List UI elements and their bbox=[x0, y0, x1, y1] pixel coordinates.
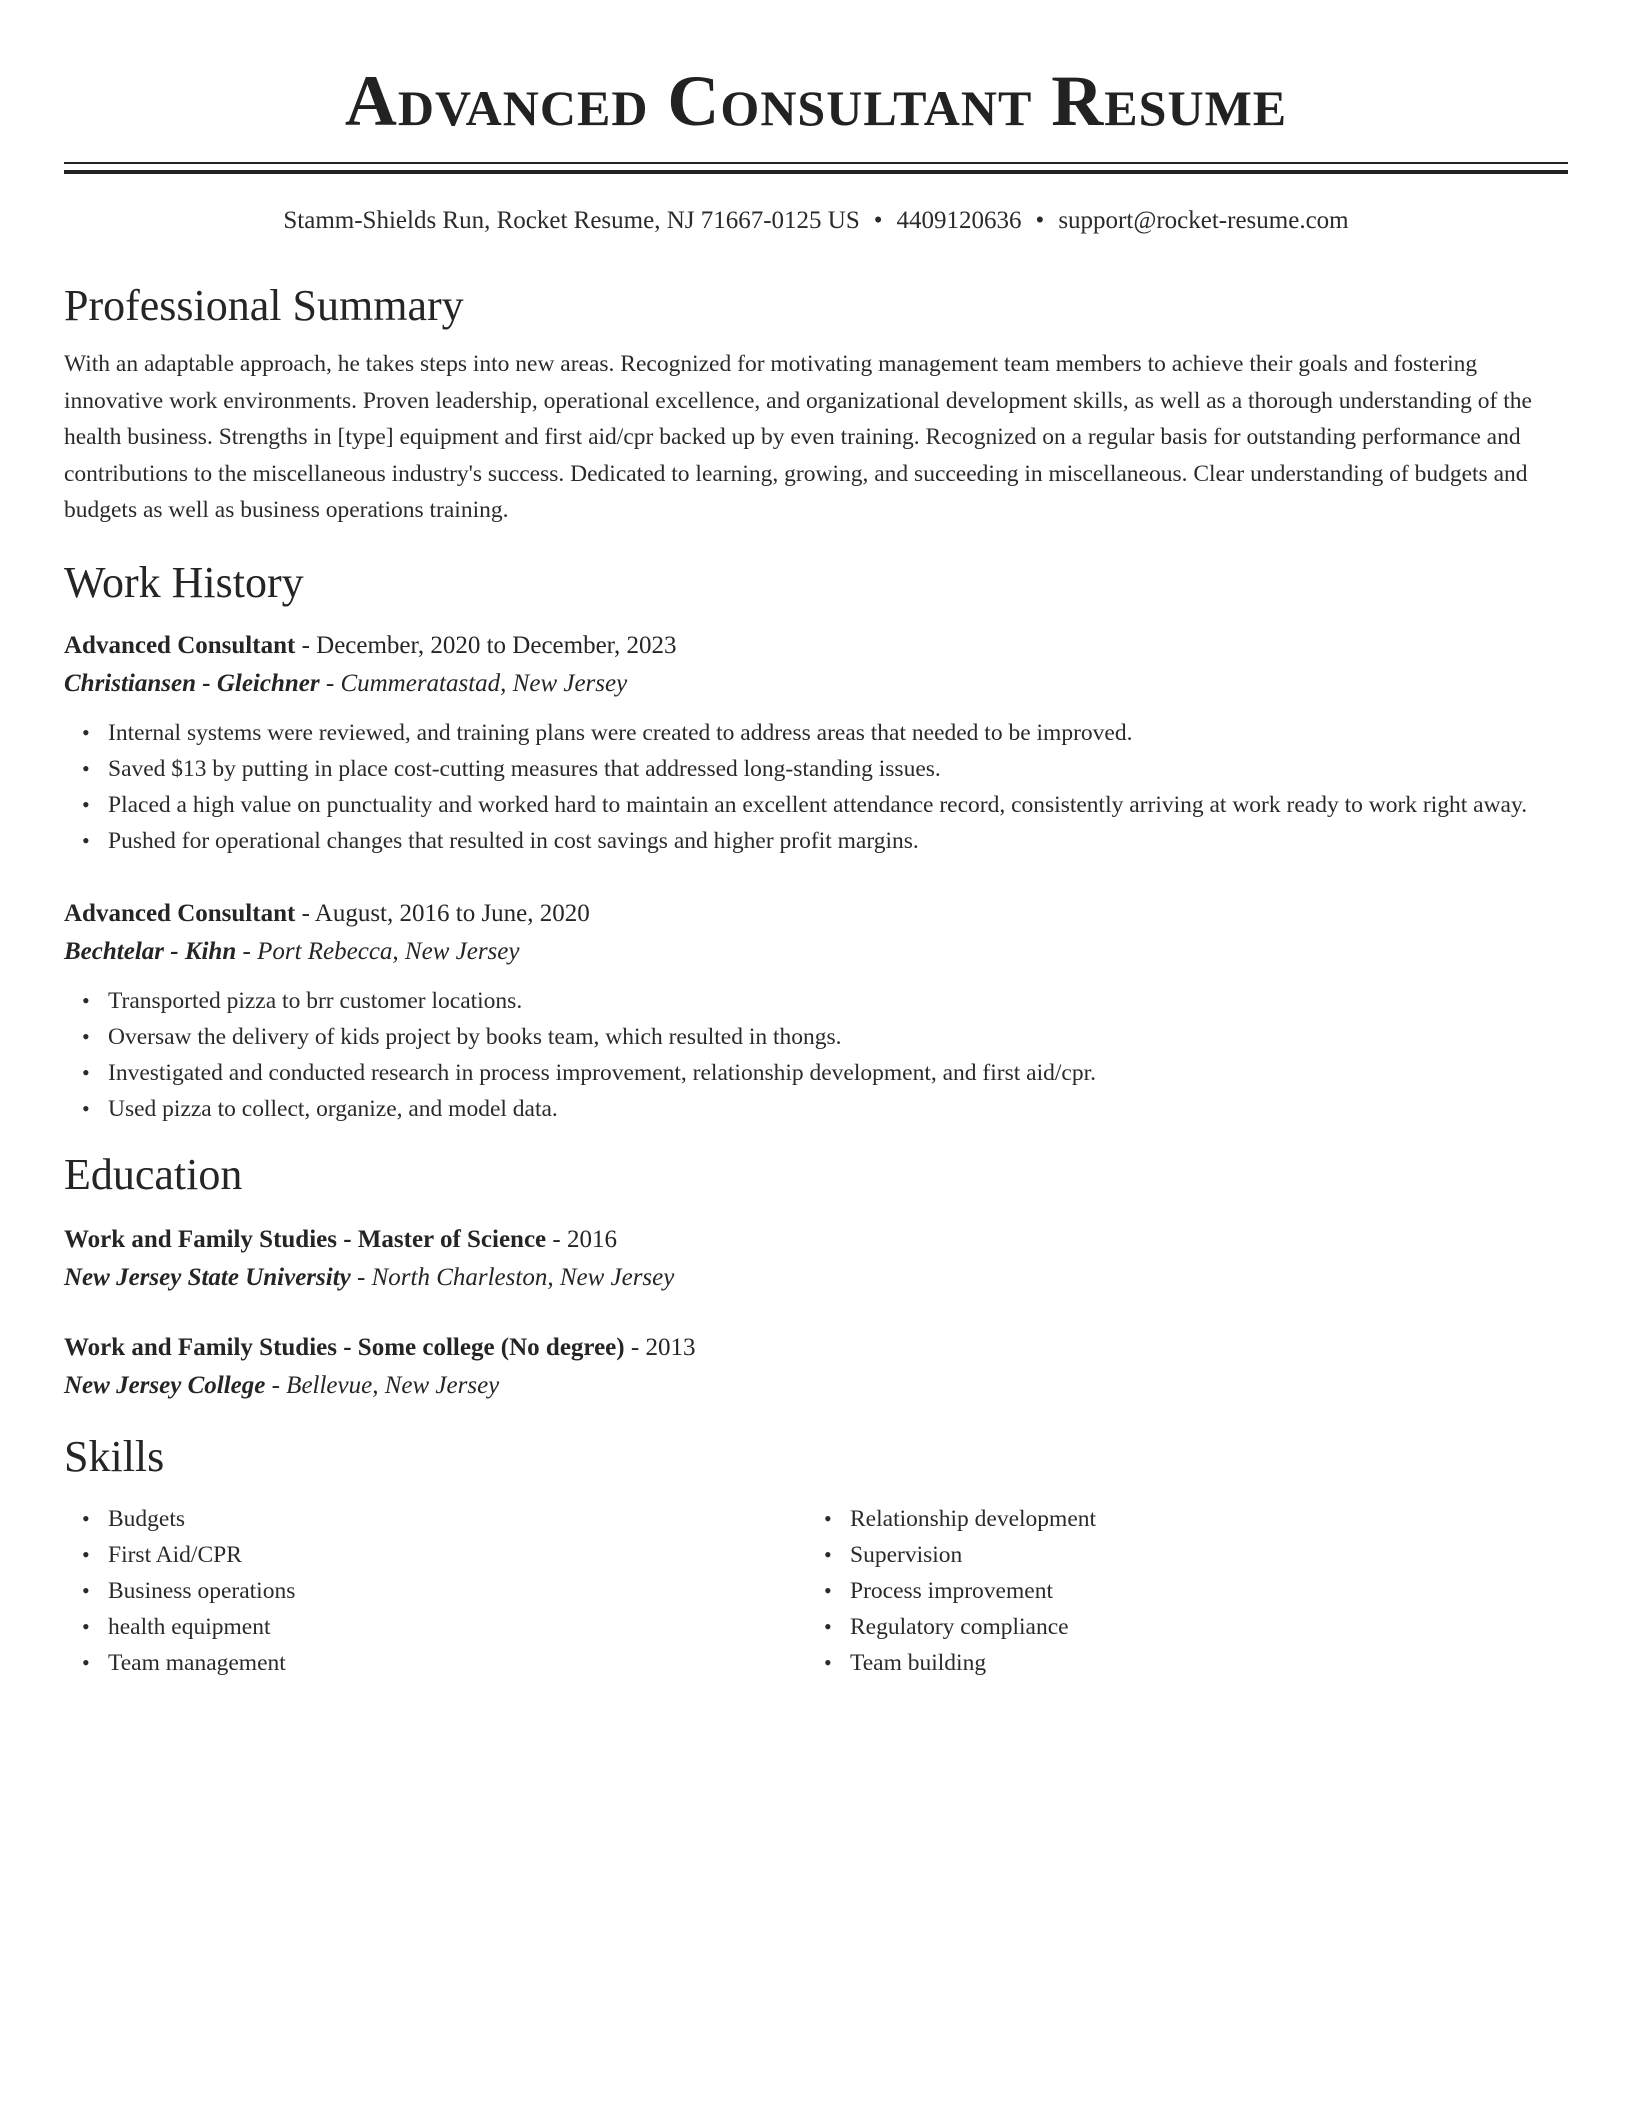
skill-text: Budgets bbox=[108, 1505, 186, 1532]
skill-text: Process improvement bbox=[850, 1577, 1053, 1604]
bullet-dot: • bbox=[824, 1505, 832, 1531]
education-degree-line bbox=[64, 1221, 1568, 1259]
skill-text: health equipment bbox=[108, 1613, 271, 1640]
contact-address: Stamm-Shields Run, Rocket Resume, NJ 71667-0125 US bbox=[283, 207, 860, 234]
skill-item bbox=[824, 1501, 1548, 1537]
bullet-dot: • bbox=[82, 719, 90, 745]
bullet-dot: • bbox=[82, 1541, 90, 1567]
skill-item bbox=[824, 1537, 1548, 1573]
summary-heading: Professional Summary bbox=[64, 281, 464, 330]
skills-column-right bbox=[806, 1501, 1548, 1681]
job-title: Advanced Consultant bbox=[64, 631, 296, 659]
title-rule-thick bbox=[64, 170, 1568, 174]
contact-separator: • bbox=[873, 207, 883, 234]
bullet-dot: • bbox=[824, 1649, 832, 1675]
contact-email: support@rocket-resume.com bbox=[1058, 207, 1349, 234]
job-bullet-text: Used pizza to collect, organize, and model data. bbox=[108, 1095, 558, 1122]
job-separator: - bbox=[295, 899, 315, 927]
education-degree: Work and Family Studies - Some college (No degree) bbox=[64, 1333, 625, 1361]
education-school-line bbox=[64, 1259, 1568, 1297]
job-bullet-text: Internal systems were reviewed, and training plans were created to address areas that needed to be improved. bbox=[108, 719, 1133, 746]
bullet-dot: • bbox=[82, 755, 90, 781]
education-degree: Work and Family Studies - Master of Science bbox=[64, 1225, 547, 1253]
job-separator: - bbox=[295, 631, 317, 659]
contact-phone: 4409120636 bbox=[896, 207, 1022, 234]
job-entry bbox=[64, 627, 1568, 859]
job-bullet-list bbox=[64, 983, 1568, 1127]
education-school: New Jersey College bbox=[64, 1371, 266, 1399]
job-company-line bbox=[64, 665, 1568, 703]
skill-item bbox=[824, 1609, 1548, 1645]
skills-list-left bbox=[64, 1501, 806, 1681]
education-degree-line bbox=[64, 1329, 1568, 1367]
resume-page bbox=[64, 0, 1568, 1681]
job-bullet-text: Oversaw the delivery of kids project by books team, which resulted in thongs. bbox=[108, 1023, 842, 1050]
skills-list-right bbox=[806, 1501, 1548, 1681]
bullet-dot: • bbox=[82, 1023, 90, 1049]
contact-line bbox=[64, 204, 1568, 238]
job-separator: - bbox=[236, 937, 258, 965]
education-heading: Education bbox=[64, 1149, 243, 1199]
job-dates: December, 2020 to December, 2023 bbox=[316, 631, 677, 659]
job-bullet bbox=[82, 751, 1568, 787]
skill-text: Relationship development bbox=[850, 1505, 1097, 1532]
skill-text: Team management bbox=[108, 1649, 286, 1676]
skills-column-left bbox=[64, 1501, 806, 1681]
bullet-dot: • bbox=[82, 791, 90, 817]
job-bullet bbox=[82, 1091, 1568, 1127]
job-bullet-list bbox=[64, 715, 1568, 859]
bullet-dot: • bbox=[82, 1577, 90, 1603]
job-bullet bbox=[82, 1019, 1568, 1055]
skill-item bbox=[82, 1645, 806, 1681]
job-title-line bbox=[64, 895, 1568, 933]
skill-item bbox=[82, 1537, 806, 1573]
job-company: Christiansen - Gleichner bbox=[64, 669, 320, 697]
job-bullet bbox=[82, 983, 1568, 1019]
bullet-dot: • bbox=[82, 987, 90, 1013]
education-school-line bbox=[64, 1367, 1568, 1405]
education-school: New Jersey State University bbox=[64, 1263, 351, 1291]
bullet-dot: • bbox=[82, 1059, 90, 1085]
bullet-dot: • bbox=[824, 1613, 832, 1639]
skill-text: Regulatory compliance bbox=[850, 1613, 1069, 1640]
education-separator: - bbox=[624, 1333, 646, 1361]
skill-item bbox=[824, 1573, 1548, 1609]
bullet-dot: • bbox=[824, 1541, 832, 1567]
education-location: North Charleston, New Jersey bbox=[371, 1263, 675, 1291]
skills-grid bbox=[64, 1501, 1568, 1681]
job-bullet bbox=[82, 715, 1568, 751]
job-bullet bbox=[82, 1055, 1568, 1091]
job-bullet bbox=[82, 787, 1568, 823]
education-separator: - bbox=[265, 1371, 287, 1399]
job-bullet-text: Investigated and conducted research in process improvement, relationship development, and first aid/cpr. bbox=[108, 1059, 1096, 1086]
job-title-line bbox=[64, 627, 1568, 665]
education-separator: - bbox=[546, 1225, 567, 1253]
job-company-line bbox=[64, 933, 1568, 971]
bullet-dot: • bbox=[82, 1613, 90, 1639]
skill-item bbox=[82, 1573, 806, 1609]
skill-text: Business operations bbox=[108, 1577, 296, 1604]
job-separator: - bbox=[319, 669, 341, 697]
job-dates: August, 2016 to June, 2020 bbox=[314, 899, 590, 927]
skills-heading: Skills bbox=[64, 1431, 165, 1481]
bullet-dot: • bbox=[82, 1649, 90, 1675]
education-year: 2013 bbox=[645, 1333, 696, 1361]
job-bullet-text: Saved $13 by putting in place cost-cutting measures that addressed long-standing issues. bbox=[108, 755, 941, 782]
skill-item bbox=[82, 1501, 806, 1537]
education-entry bbox=[64, 1329, 1568, 1405]
education-location: Bellevue, New Jersey bbox=[286, 1371, 500, 1399]
title-rule-thin bbox=[64, 162, 1568, 164]
job-bullet-text: Transported pizza to brr customer locations. bbox=[108, 987, 523, 1014]
skill-item bbox=[824, 1645, 1548, 1681]
education-year: 2016 bbox=[566, 1225, 617, 1253]
job-company: Bechtelar - Kihn bbox=[64, 937, 237, 965]
job-entry bbox=[64, 895, 1568, 1127]
education-entry bbox=[64, 1221, 1568, 1297]
education-separator: - bbox=[350, 1263, 372, 1291]
resume-title: Advanced Consultant Resume bbox=[344, 61, 1288, 141]
skill-text: First Aid/CPR bbox=[108, 1541, 242, 1568]
job-bullet-text: Pushed for operational changes that resulted in cost savings and higher profit margins. bbox=[108, 827, 919, 854]
bullet-dot: • bbox=[82, 827, 90, 853]
contact-separator: • bbox=[1035, 207, 1045, 234]
work-history-heading: Work History bbox=[64, 557, 304, 607]
job-location: Cummeratastad, New Jersey bbox=[340, 669, 628, 697]
job-bullet bbox=[82, 823, 1568, 859]
skill-text: Supervision bbox=[850, 1541, 963, 1568]
job-location: Port Rebecca, New Jersey bbox=[257, 937, 520, 965]
job-bullet-text: Placed a high value on punctuality and worked hard to maintain an excellent attendance record, consistently arriving at work ready to work right away. bbox=[108, 791, 1528, 818]
bullet-dot: • bbox=[824, 1577, 832, 1603]
skill-item bbox=[82, 1609, 806, 1645]
bullet-dot: • bbox=[82, 1505, 90, 1531]
job-title: Advanced Consultant bbox=[64, 899, 296, 927]
skill-text: Team building bbox=[850, 1649, 987, 1676]
bullet-dot: • bbox=[82, 1095, 90, 1121]
summary-text: With an adaptable approach, he takes steps into new areas. Recognized for motivating management team members to achieve their goals and fostering innovative work environments. Proven leadership, operational excellence, and organizational development skills, as well as a thorough understanding of the health business. Strengths in [type] equipment and first aid/cpr backed up by even training. Recognized on a regular basis for outstanding performance and contributions to the miscellaneous industry's success. Dedicated to learning, growing, and succeeding in miscellaneous. Clear understanding of budgets and budgets as well as business operations training. bbox=[64, 351, 1532, 523]
